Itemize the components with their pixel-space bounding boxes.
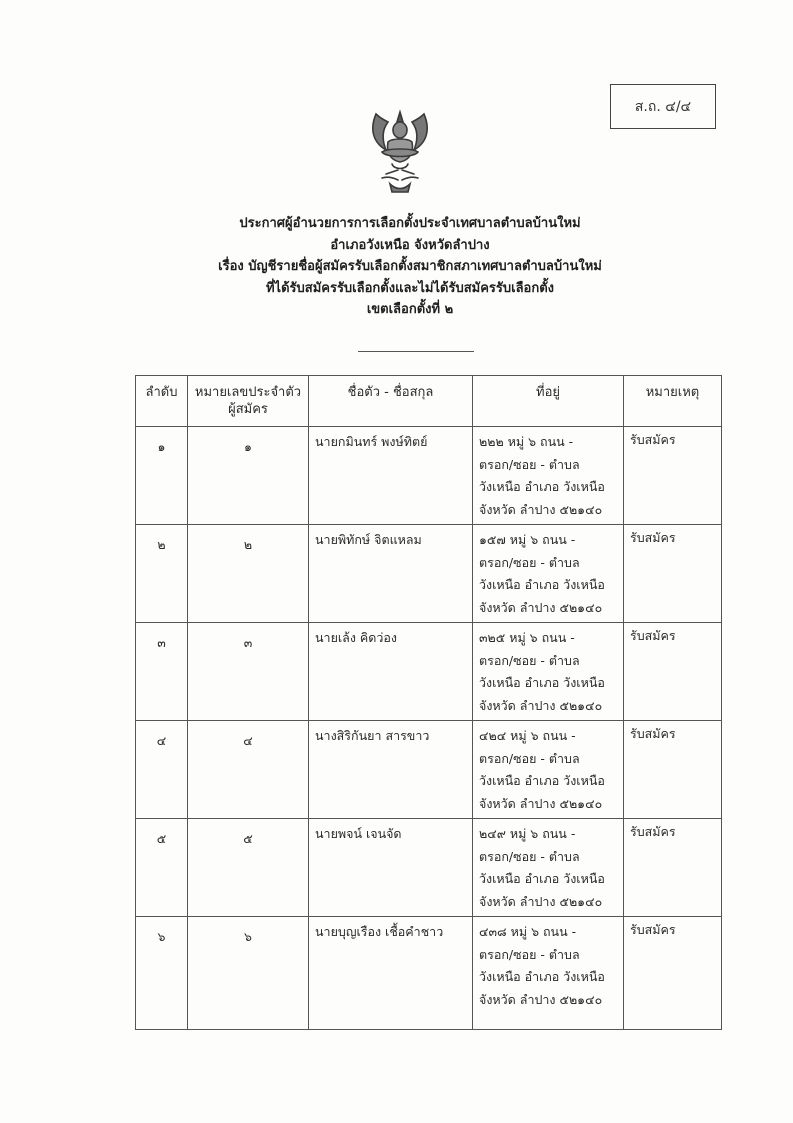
- cell-remark: รับสมัคร: [624, 525, 722, 623]
- header-address: ที่อยู่: [473, 376, 624, 427]
- cell-name: นายเล้ง คิดว่อง: [309, 623, 473, 721]
- address-line: วังเหนือ อำเภอ วังเหนือ: [479, 969, 605, 984]
- address-line: ๔๓๘ หมู่ ๖ ถนน -: [479, 924, 577, 939]
- header-remark: หมายเหตุ: [624, 376, 722, 427]
- address-line: ๒๒๒ หมู่ ๖ ถนน -: [479, 434, 574, 449]
- cell-candidate-number: ๓: [188, 623, 309, 721]
- cell-order: ๔: [136, 721, 188, 819]
- address-line: ตรอก/ซอย - ตำบล: [479, 848, 580, 864]
- cell-address: [473, 721, 624, 819]
- address-line: ๒๔๙ หมู่ ๖ ถนน -: [479, 826, 576, 841]
- cell-candidate-number: ๕: [188, 819, 309, 917]
- cell-address: [473, 623, 624, 721]
- table-header-row: [136, 376, 722, 427]
- address-line: ตรอก/ซอย - ตำบล: [479, 554, 580, 570]
- header-candidate-number-line-2: ผู้สมัคร: [228, 402, 268, 417]
- cell-address: [473, 819, 624, 917]
- table-row: [136, 721, 722, 819]
- document-code: ส.ถ. ๔/๔: [610, 84, 716, 129]
- cell-remark: รับสมัคร: [624, 819, 722, 917]
- heading-line-5: เขตเลือกตั้งที่ ๒: [366, 302, 454, 317]
- table-row: [136, 819, 722, 917]
- cell-name: นายกมินทร์ พงษ์ทิตย์: [309, 427, 473, 525]
- cell-name: นายพจน์ เจนจัด: [309, 819, 473, 917]
- table-row: [136, 427, 722, 525]
- heading-line-3: เรื่อง บัญชีรายชื่อผู้สมัครรับเลือกตั้งสมาชิกสภาเทศบาลตำบลบ้านใหม่: [218, 259, 602, 274]
- address-line: จังหวัด ลำปาง ๕๒๑๔๐: [479, 697, 603, 713]
- cell-address: [473, 525, 624, 623]
- address-line: วังเหนือ อำเภอ วังเหนือ: [479, 871, 605, 886]
- cell-order: ๖: [136, 917, 188, 1030]
- address-line: วังเหนือ อำเภอ วังเหนือ: [479, 675, 605, 690]
- address-line: วังเหนือ อำเภอ วังเหนือ: [479, 773, 605, 788]
- cell-candidate-number: ๔: [188, 721, 309, 819]
- cell-candidate-number: ๑: [188, 427, 309, 525]
- cell-name: นางสิริกันยา สารขาว: [309, 721, 473, 819]
- address-line: ๔๒๔ หมู่ ๖ ถนน -: [479, 728, 576, 743]
- heading-divider: [358, 351, 474, 352]
- address-line: จังหวัด ลำปาง ๕๒๑๔๐: [479, 599, 603, 615]
- cell-candidate-number: ๒: [188, 525, 309, 623]
- address-line: ตรอก/ซอย - ตำบล: [479, 456, 580, 472]
- address-line: วังเหนือ อำเภอ วังเหนือ: [479, 479, 605, 494]
- cell-address: [473, 427, 624, 525]
- address-line: ๑๕๗ หมู่ ๖ ถนน -: [479, 532, 576, 547]
- cell-remark: รับสมัคร: [624, 427, 722, 525]
- cell-remark: รับสมัคร: [624, 917, 722, 1030]
- heading-line-2: อำเภอวังเหนือ จังหวัดลำปาง: [330, 237, 490, 253]
- cell-order: ๕: [136, 819, 188, 917]
- cell-remark: รับสมัคร: [624, 623, 722, 721]
- table-row: [136, 917, 722, 1030]
- address-line: จังหวัด ลำปาง ๕๒๑๔๐: [479, 893, 603, 909]
- announcement-heading: [150, 213, 670, 321]
- cell-remark: รับสมัคร: [624, 721, 722, 819]
- heading-line-4: ที่ได้รับสมัครรับเลือกตั้งและไม่ได้รับสมัครรับเลือกตั้ง: [265, 280, 555, 296]
- cell-name: นายพิทักษ์ จิตแหลม: [309, 525, 473, 623]
- address-line: จังหวัด ลำปาง ๕๒๑๔๐: [479, 991, 603, 1007]
- header-candidate-number-line-1: หมายเลขประจำตัว: [194, 385, 302, 400]
- cell-order: ๓: [136, 623, 188, 721]
- cell-name: นายบุญเรือง เชื้อคำชาว: [309, 917, 473, 1030]
- garuda-emblem-icon: [368, 108, 432, 196]
- address-line: ตรอก/ซอย - ตำบล: [479, 750, 580, 766]
- address-line: จังหวัด ลำปาง ๕๒๑๔๐: [479, 795, 603, 811]
- cell-address: [473, 917, 624, 1030]
- address-line: จังหวัด ลำปาง ๕๒๑๔๐: [479, 501, 603, 517]
- table-row: [136, 623, 722, 721]
- header-name: ชื่อตัว - ชื่อสกุล: [309, 376, 473, 427]
- candidate-table: [135, 375, 722, 1030]
- cell-order: ๑: [136, 427, 188, 525]
- header-candidate-number: [188, 376, 309, 427]
- cell-order: ๒: [136, 525, 188, 623]
- address-line: ๓๒๕ หมู่ ๖ ถนน -: [479, 630, 575, 645]
- header-order: ลำดับ: [136, 376, 188, 427]
- address-line: ตรอก/ซอย - ตำบล: [479, 946, 580, 962]
- address-line: วังเหนือ อำเภอ วังเหนือ: [479, 577, 605, 592]
- cell-candidate-number: ๖: [188, 917, 309, 1030]
- address-line: ตรอก/ซอย - ตำบล: [479, 652, 580, 668]
- table-row: [136, 525, 722, 623]
- heading-line-1: ประกาศผู้อำนวยการการเลือกตั้งประจำเทศบาลตำบลบ้านใหม่: [239, 216, 581, 231]
